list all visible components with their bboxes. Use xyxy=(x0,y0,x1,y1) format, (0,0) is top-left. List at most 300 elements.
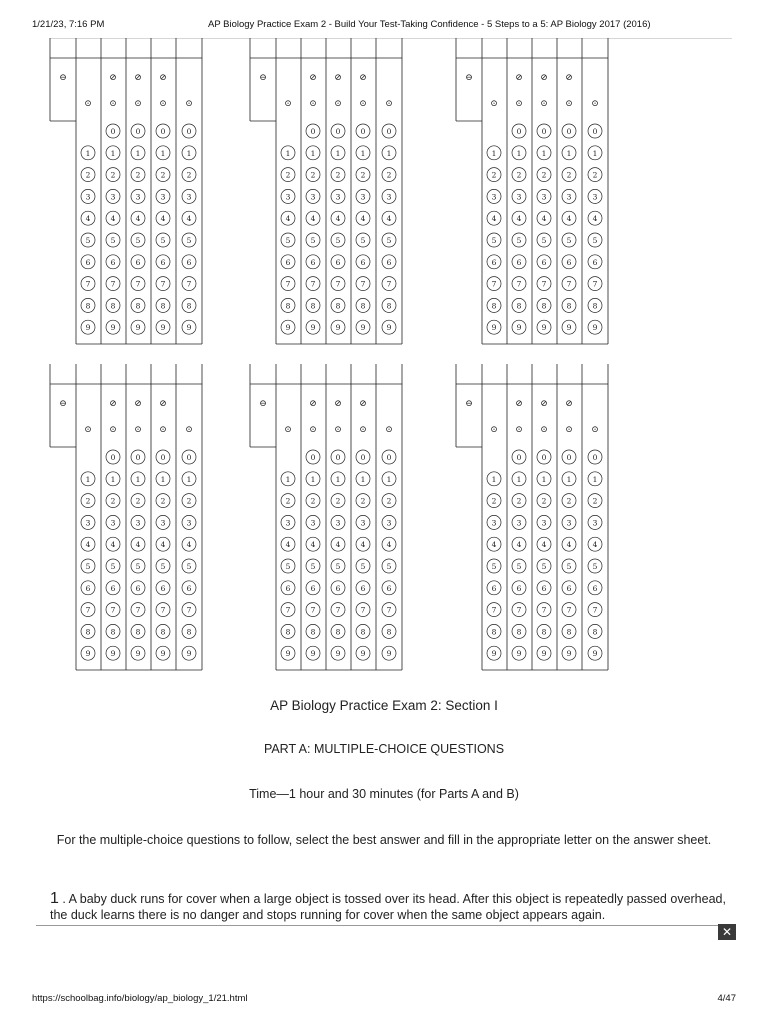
decimal-bubble[interactable] xyxy=(159,99,167,109)
digit-bubble-4[interactable] xyxy=(588,537,602,551)
digit-bubble-6[interactable] xyxy=(156,255,170,269)
digit-bubble-1[interactable] xyxy=(487,472,501,486)
digit-bubble-5[interactable] xyxy=(382,559,396,573)
digit-bubble-2[interactable] xyxy=(588,168,602,182)
digit-bubble-8[interactable] xyxy=(131,624,145,638)
digit-bubble-1[interactable] xyxy=(537,146,551,160)
digit-bubble-3[interactable] xyxy=(156,189,170,203)
digit-bubble-3[interactable] xyxy=(81,189,95,203)
digit-bubble-0[interactable] xyxy=(588,124,602,138)
digit-bubble-5[interactable] xyxy=(331,559,345,573)
digit-bubble-1[interactable] xyxy=(562,472,576,486)
fraction-bubble[interactable] xyxy=(565,399,573,409)
digit-bubble-3[interactable] xyxy=(588,189,602,203)
digit-bubble-3[interactable] xyxy=(537,189,551,203)
digit-bubble-3[interactable] xyxy=(382,189,396,203)
digit-bubble-9[interactable] xyxy=(562,646,576,660)
digit-bubble-8[interactable] xyxy=(382,624,396,638)
digit-bubble-6[interactable] xyxy=(356,581,370,595)
digit-bubble-2[interactable] xyxy=(131,168,145,182)
decimal-bubble[interactable] xyxy=(565,99,573,109)
digit-bubble-4[interactable] xyxy=(106,211,120,225)
digit-bubble-7[interactable] xyxy=(331,603,345,617)
digit-bubble-0[interactable] xyxy=(156,450,170,464)
digit-bubble-0[interactable] xyxy=(382,450,396,464)
digit-bubble-9[interactable] xyxy=(356,320,370,334)
digit-bubble-2[interactable] xyxy=(106,494,120,508)
digit-bubble-5[interactable] xyxy=(306,559,320,573)
digit-bubble-0[interactable] xyxy=(331,450,345,464)
digit-bubble-4[interactable] xyxy=(512,537,526,551)
digit-bubble-2[interactable] xyxy=(156,494,170,508)
digit-bubble-3[interactable] xyxy=(131,189,145,203)
digit-bubble-0[interactable] xyxy=(131,124,145,138)
decimal-bubble[interactable] xyxy=(359,99,367,109)
digit-bubble-6[interactable] xyxy=(306,255,320,269)
digit-bubble-0[interactable] xyxy=(562,450,576,464)
digit-bubble-7[interactable] xyxy=(356,603,370,617)
decimal-bubble[interactable] xyxy=(385,425,393,435)
decimal-bubble[interactable] xyxy=(159,425,167,435)
decimal-bubble[interactable] xyxy=(185,425,193,435)
digit-bubble-9[interactable] xyxy=(356,646,370,660)
digit-bubble-1[interactable] xyxy=(281,146,295,160)
digit-bubble-9[interactable] xyxy=(487,320,501,334)
digit-bubble-0[interactable] xyxy=(331,124,345,138)
digit-bubble-8[interactable] xyxy=(156,624,170,638)
digit-bubble-3[interactable] xyxy=(588,515,602,529)
fraction-bubble[interactable] xyxy=(540,73,548,83)
digit-bubble-6[interactable] xyxy=(131,581,145,595)
digit-bubble-4[interactable] xyxy=(537,537,551,551)
decimal-bubble[interactable] xyxy=(385,99,393,109)
digit-bubble-7[interactable] xyxy=(281,277,295,291)
digit-bubble-6[interactable] xyxy=(487,581,501,595)
digit-bubble-1[interactable] xyxy=(306,472,320,486)
digit-bubble-6[interactable] xyxy=(281,581,295,595)
close-button[interactable]: ✕ xyxy=(718,924,736,940)
fraction-bubble[interactable] xyxy=(134,73,142,83)
digit-bubble-9[interactable] xyxy=(382,320,396,334)
digit-bubble-4[interactable] xyxy=(131,211,145,225)
digit-bubble-7[interactable] xyxy=(106,277,120,291)
digit-bubble-1[interactable] xyxy=(81,472,95,486)
digit-bubble-4[interactable] xyxy=(382,537,396,551)
digit-bubble-8[interactable] xyxy=(356,298,370,312)
digit-bubble-6[interactable] xyxy=(382,255,396,269)
decimal-bubble[interactable] xyxy=(334,99,342,109)
digit-bubble-5[interactable] xyxy=(588,559,602,573)
digit-bubble-1[interactable] xyxy=(356,146,370,160)
digit-bubble-9[interactable] xyxy=(156,646,170,660)
digit-bubble-5[interactable] xyxy=(131,559,145,573)
decimal-bubble[interactable] xyxy=(284,99,292,109)
decimal-bubble[interactable] xyxy=(185,99,193,109)
digit-bubble-7[interactable] xyxy=(562,603,576,617)
digit-bubble-3[interactable] xyxy=(331,515,345,529)
digit-bubble-8[interactable] xyxy=(537,624,551,638)
digit-bubble-3[interactable] xyxy=(331,189,345,203)
digit-bubble-2[interactable] xyxy=(281,494,295,508)
fraction-bubble[interactable] xyxy=(159,73,167,83)
digit-bubble-2[interactable] xyxy=(331,168,345,182)
digit-bubble-1[interactable] xyxy=(182,472,196,486)
digit-bubble-9[interactable] xyxy=(588,320,602,334)
digit-bubble-2[interactable] xyxy=(131,494,145,508)
digit-bubble-2[interactable] xyxy=(182,494,196,508)
decimal-bubble[interactable] xyxy=(334,425,342,435)
digit-bubble-6[interactable] xyxy=(356,255,370,269)
digit-bubble-2[interactable] xyxy=(81,494,95,508)
fraction-bubble[interactable] xyxy=(334,73,342,83)
digit-bubble-9[interactable] xyxy=(131,320,145,334)
digit-bubble-5[interactable] xyxy=(106,233,120,247)
digit-bubble-5[interactable] xyxy=(331,233,345,247)
sign-bubble[interactable] xyxy=(259,73,267,83)
digit-bubble-1[interactable] xyxy=(81,146,95,160)
digit-bubble-9[interactable] xyxy=(281,320,295,334)
fraction-bubble[interactable] xyxy=(515,399,523,409)
digit-bubble-6[interactable] xyxy=(588,581,602,595)
digit-bubble-7[interactable] xyxy=(182,603,196,617)
digit-bubble-2[interactable] xyxy=(382,168,396,182)
decimal-bubble[interactable] xyxy=(134,425,142,435)
digit-bubble-7[interactable] xyxy=(512,603,526,617)
digit-bubble-7[interactable] xyxy=(537,277,551,291)
digit-bubble-4[interactable] xyxy=(512,211,526,225)
digit-bubble-3[interactable] xyxy=(156,515,170,529)
digit-bubble-6[interactable] xyxy=(537,581,551,595)
digit-bubble-4[interactable] xyxy=(81,211,95,225)
digit-bubble-8[interactable] xyxy=(562,298,576,312)
fraction-bubble[interactable] xyxy=(309,73,317,83)
decimal-bubble[interactable] xyxy=(109,99,117,109)
digit-bubble-0[interactable] xyxy=(306,124,320,138)
digit-bubble-0[interactable] xyxy=(537,124,551,138)
digit-bubble-9[interactable] xyxy=(537,646,551,660)
decimal-bubble[interactable] xyxy=(540,99,548,109)
digit-bubble-3[interactable] xyxy=(106,189,120,203)
digit-bubble-8[interactable] xyxy=(131,298,145,312)
decimal-bubble[interactable] xyxy=(309,99,317,109)
digit-bubble-9[interactable] xyxy=(588,646,602,660)
digit-bubble-7[interactable] xyxy=(487,277,501,291)
digit-bubble-4[interactable] xyxy=(106,537,120,551)
fraction-bubble[interactable] xyxy=(565,73,573,83)
digit-bubble-9[interactable] xyxy=(81,646,95,660)
fraction-bubble[interactable] xyxy=(334,399,342,409)
digit-bubble-4[interactable] xyxy=(537,211,551,225)
digit-bubble-1[interactable] xyxy=(512,146,526,160)
digit-bubble-6[interactable] xyxy=(562,255,576,269)
digit-bubble-9[interactable] xyxy=(281,646,295,660)
digit-bubble-7[interactable] xyxy=(562,277,576,291)
digit-bubble-1[interactable] xyxy=(382,146,396,160)
digit-bubble-8[interactable] xyxy=(487,298,501,312)
digit-bubble-2[interactable] xyxy=(331,494,345,508)
digit-bubble-1[interactable] xyxy=(562,146,576,160)
digit-bubble-4[interactable] xyxy=(306,537,320,551)
digit-bubble-5[interactable] xyxy=(562,559,576,573)
fraction-bubble[interactable] xyxy=(359,399,367,409)
digit-bubble-7[interactable] xyxy=(182,277,196,291)
digit-bubble-9[interactable] xyxy=(382,646,396,660)
digit-bubble-5[interactable] xyxy=(588,233,602,247)
digit-bubble-1[interactable] xyxy=(131,146,145,160)
fraction-bubble[interactable] xyxy=(109,73,117,83)
digit-bubble-7[interactable] xyxy=(131,277,145,291)
digit-bubble-5[interactable] xyxy=(537,559,551,573)
digit-bubble-1[interactable] xyxy=(106,146,120,160)
sign-bubble[interactable] xyxy=(259,399,267,409)
digit-bubble-1[interactable] xyxy=(156,472,170,486)
digit-bubble-4[interactable] xyxy=(182,537,196,551)
sign-bubble[interactable] xyxy=(59,399,67,409)
digit-bubble-7[interactable] xyxy=(306,277,320,291)
digit-bubble-2[interactable] xyxy=(81,168,95,182)
digit-bubble-1[interactable] xyxy=(106,472,120,486)
digit-bubble-5[interactable] xyxy=(182,559,196,573)
fraction-bubble[interactable] xyxy=(309,399,317,409)
digit-bubble-6[interactable] xyxy=(588,255,602,269)
digit-bubble-0[interactable] xyxy=(562,124,576,138)
digit-bubble-1[interactable] xyxy=(156,146,170,160)
digit-bubble-6[interactable] xyxy=(81,255,95,269)
digit-bubble-2[interactable] xyxy=(356,494,370,508)
digit-bubble-9[interactable] xyxy=(306,646,320,660)
fraction-bubble[interactable] xyxy=(359,73,367,83)
decimal-bubble[interactable] xyxy=(591,425,599,435)
digit-bubble-8[interactable] xyxy=(382,298,396,312)
digit-bubble-9[interactable] xyxy=(306,320,320,334)
digit-bubble-0[interactable] xyxy=(356,450,370,464)
digit-bubble-4[interactable] xyxy=(331,211,345,225)
digit-bubble-7[interactable] xyxy=(588,277,602,291)
digit-bubble-3[interactable] xyxy=(306,515,320,529)
digit-bubble-5[interactable] xyxy=(487,559,501,573)
digit-bubble-9[interactable] xyxy=(131,646,145,660)
digit-bubble-1[interactable] xyxy=(588,472,602,486)
digit-bubble-8[interactable] xyxy=(562,624,576,638)
digit-bubble-5[interactable] xyxy=(281,233,295,247)
decimal-bubble[interactable] xyxy=(84,425,92,435)
digit-bubble-0[interactable] xyxy=(106,450,120,464)
digit-bubble-5[interactable] xyxy=(156,233,170,247)
digit-bubble-8[interactable] xyxy=(156,298,170,312)
digit-bubble-2[interactable] xyxy=(306,494,320,508)
digit-bubble-8[interactable] xyxy=(356,624,370,638)
digit-bubble-3[interactable] xyxy=(512,515,526,529)
decimal-bubble[interactable] xyxy=(84,99,92,109)
digit-bubble-0[interactable] xyxy=(356,124,370,138)
digit-bubble-6[interactable] xyxy=(131,255,145,269)
fraction-bubble[interactable] xyxy=(515,73,523,83)
digit-bubble-9[interactable] xyxy=(487,646,501,660)
digit-bubble-4[interactable] xyxy=(81,537,95,551)
digit-bubble-1[interactable] xyxy=(281,472,295,486)
digit-bubble-7[interactable] xyxy=(382,277,396,291)
digit-bubble-7[interactable] xyxy=(106,603,120,617)
digit-bubble-3[interactable] xyxy=(537,515,551,529)
digit-bubble-8[interactable] xyxy=(182,298,196,312)
digit-bubble-8[interactable] xyxy=(306,624,320,638)
digit-bubble-5[interactable] xyxy=(356,559,370,573)
decimal-bubble[interactable] xyxy=(540,425,548,435)
digit-bubble-2[interactable] xyxy=(487,168,501,182)
digit-bubble-8[interactable] xyxy=(306,298,320,312)
digit-bubble-7[interactable] xyxy=(81,603,95,617)
digit-bubble-6[interactable] xyxy=(537,255,551,269)
digit-bubble-6[interactable] xyxy=(306,581,320,595)
digit-bubble-2[interactable] xyxy=(382,494,396,508)
digit-bubble-0[interactable] xyxy=(156,124,170,138)
digit-bubble-5[interactable] xyxy=(512,233,526,247)
decimal-bubble[interactable] xyxy=(359,425,367,435)
decimal-bubble[interactable] xyxy=(565,425,573,435)
decimal-bubble[interactable] xyxy=(490,99,498,109)
digit-bubble-1[interactable] xyxy=(182,146,196,160)
decimal-bubble[interactable] xyxy=(591,99,599,109)
digit-bubble-3[interactable] xyxy=(562,189,576,203)
digit-bubble-4[interactable] xyxy=(156,537,170,551)
digit-bubble-7[interactable] xyxy=(487,603,501,617)
decimal-bubble[interactable] xyxy=(134,99,142,109)
digit-bubble-9[interactable] xyxy=(537,320,551,334)
digit-bubble-2[interactable] xyxy=(588,494,602,508)
digit-bubble-8[interactable] xyxy=(588,298,602,312)
decimal-bubble[interactable] xyxy=(284,425,292,435)
fraction-bubble[interactable] xyxy=(540,399,548,409)
digit-bubble-8[interactable] xyxy=(537,298,551,312)
digit-bubble-2[interactable] xyxy=(562,168,576,182)
digit-bubble-3[interactable] xyxy=(281,515,295,529)
digit-bubble-6[interactable] xyxy=(331,255,345,269)
decimal-bubble[interactable] xyxy=(309,425,317,435)
sign-bubble[interactable] xyxy=(59,73,67,83)
digit-bubble-4[interactable] xyxy=(331,537,345,551)
digit-bubble-9[interactable] xyxy=(512,320,526,334)
digit-bubble-0[interactable] xyxy=(306,450,320,464)
digit-bubble-4[interactable] xyxy=(182,211,196,225)
digit-bubble-2[interactable] xyxy=(156,168,170,182)
digit-bubble-1[interactable] xyxy=(356,472,370,486)
digit-bubble-4[interactable] xyxy=(281,537,295,551)
fraction-bubble[interactable] xyxy=(134,399,142,409)
decimal-bubble[interactable] xyxy=(515,425,523,435)
digit-bubble-3[interactable] xyxy=(382,515,396,529)
digit-bubble-7[interactable] xyxy=(81,277,95,291)
digit-bubble-7[interactable] xyxy=(156,603,170,617)
digit-bubble-7[interactable] xyxy=(588,603,602,617)
digit-bubble-0[interactable] xyxy=(537,450,551,464)
digit-bubble-7[interactable] xyxy=(331,277,345,291)
digit-bubble-2[interactable] xyxy=(537,494,551,508)
digit-bubble-0[interactable] xyxy=(588,450,602,464)
digit-bubble-1[interactable] xyxy=(306,146,320,160)
digit-bubble-9[interactable] xyxy=(512,646,526,660)
decimal-bubble[interactable] xyxy=(515,99,523,109)
digit-bubble-3[interactable] xyxy=(106,515,120,529)
digit-bubble-3[interactable] xyxy=(306,189,320,203)
digit-bubble-5[interactable] xyxy=(356,233,370,247)
digit-bubble-2[interactable] xyxy=(512,494,526,508)
digit-bubble-2[interactable] xyxy=(106,168,120,182)
digit-bubble-3[interactable] xyxy=(81,515,95,529)
digit-bubble-9[interactable] xyxy=(182,320,196,334)
digit-bubble-8[interactable] xyxy=(512,624,526,638)
digit-bubble-8[interactable] xyxy=(81,298,95,312)
digit-bubble-3[interactable] xyxy=(356,189,370,203)
digit-bubble-8[interactable] xyxy=(281,298,295,312)
digit-bubble-5[interactable] xyxy=(382,233,396,247)
digit-bubble-3[interactable] xyxy=(512,189,526,203)
digit-bubble-7[interactable] xyxy=(131,603,145,617)
digit-bubble-6[interactable] xyxy=(331,581,345,595)
digit-bubble-4[interactable] xyxy=(562,537,576,551)
digit-bubble-6[interactable] xyxy=(512,581,526,595)
sign-bubble[interactable] xyxy=(465,399,473,409)
digit-bubble-5[interactable] xyxy=(537,233,551,247)
digit-bubble-9[interactable] xyxy=(182,646,196,660)
digit-bubble-0[interactable] xyxy=(106,124,120,138)
digit-bubble-5[interactable] xyxy=(306,233,320,247)
digit-bubble-6[interactable] xyxy=(106,581,120,595)
digit-bubble-3[interactable] xyxy=(182,189,196,203)
digit-bubble-9[interactable] xyxy=(331,320,345,334)
digit-bubble-7[interactable] xyxy=(281,603,295,617)
digit-bubble-9[interactable] xyxy=(106,320,120,334)
digit-bubble-0[interactable] xyxy=(512,450,526,464)
digit-bubble-4[interactable] xyxy=(156,211,170,225)
digit-bubble-8[interactable] xyxy=(331,624,345,638)
digit-bubble-1[interactable] xyxy=(512,472,526,486)
digit-bubble-4[interactable] xyxy=(562,211,576,225)
digit-bubble-8[interactable] xyxy=(512,298,526,312)
fraction-bubble[interactable] xyxy=(159,399,167,409)
digit-bubble-6[interactable] xyxy=(156,581,170,595)
digit-bubble-2[interactable] xyxy=(512,168,526,182)
digit-bubble-2[interactable] xyxy=(281,168,295,182)
digit-bubble-1[interactable] xyxy=(331,146,345,160)
digit-bubble-5[interactable] xyxy=(106,559,120,573)
digit-bubble-0[interactable] xyxy=(512,124,526,138)
digit-bubble-4[interactable] xyxy=(588,211,602,225)
digit-bubble-7[interactable] xyxy=(356,277,370,291)
digit-bubble-1[interactable] xyxy=(382,472,396,486)
digit-bubble-2[interactable] xyxy=(487,494,501,508)
digit-bubble-9[interactable] xyxy=(562,320,576,334)
digit-bubble-5[interactable] xyxy=(487,233,501,247)
digit-bubble-1[interactable] xyxy=(487,146,501,160)
digit-bubble-4[interactable] xyxy=(382,211,396,225)
digit-bubble-7[interactable] xyxy=(306,603,320,617)
digit-bubble-5[interactable] xyxy=(512,559,526,573)
digit-bubble-7[interactable] xyxy=(156,277,170,291)
digit-bubble-3[interactable] xyxy=(131,515,145,529)
digit-bubble-7[interactable] xyxy=(537,603,551,617)
digit-bubble-4[interactable] xyxy=(356,537,370,551)
decimal-bubble[interactable] xyxy=(109,425,117,435)
digit-bubble-5[interactable] xyxy=(562,233,576,247)
digit-bubble-9[interactable] xyxy=(156,320,170,334)
digit-bubble-8[interactable] xyxy=(106,298,120,312)
digit-bubble-8[interactable] xyxy=(588,624,602,638)
digit-bubble-4[interactable] xyxy=(487,211,501,225)
digit-bubble-2[interactable] xyxy=(537,168,551,182)
digit-bubble-4[interactable] xyxy=(487,537,501,551)
digit-bubble-6[interactable] xyxy=(182,255,196,269)
digit-bubble-1[interactable] xyxy=(588,146,602,160)
